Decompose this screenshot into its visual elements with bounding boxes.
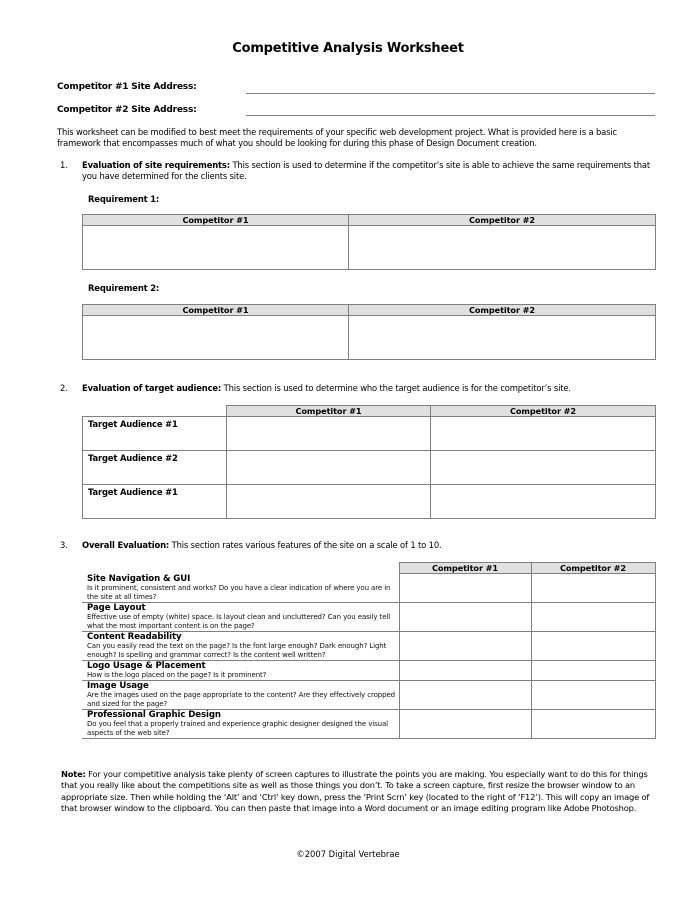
section-1-description: This section is used to determine if the competitor’s site is able to achieve the same requirements that you have determined for the clients site.: [82, 160, 651, 181]
content-readability-competitor-1-score[interactable]: [399, 631, 531, 660]
page-title: Competitive Analysis Worksheet: [232, 41, 464, 56]
criterion-title: Site Navigation & GUI: [87, 573, 191, 584]
section-2-description: This section is used to determine who the target audience is for the competitor’s site.: [221, 383, 571, 393]
overall-evaluation-table: [82, 562, 656, 739]
section-2-number: 2.: [60, 383, 68, 393]
target-audience-2-competitor-2-cell[interactable]: [431, 451, 656, 485]
section-3-heading: Overall Evaluation:: [82, 540, 170, 550]
competitor-2-address-field[interactable]: [246, 115, 655, 116]
requirement-1-competitor-2-cell[interactable]: [349, 226, 656, 270]
criterion-title: Professional Graphic Design: [87, 709, 221, 720]
requirement-1-header-competitor-1: Competitor #1: [83, 215, 349, 226]
requirement-1-table: [82, 214, 656, 270]
requirement-2-table: [82, 304, 656, 360]
target-audience-row-label: Target Audience #1: [83, 417, 227, 451]
evaluation-criterion: [82, 631, 399, 660]
section-1-heading: Evaluation of site requirements:: [82, 160, 230, 170]
criterion-description: How is the logo placed on the page? Is it prominent?: [87, 670, 267, 679]
competitor-1-address-field[interactable]: [246, 93, 655, 94]
table-row: [83, 485, 656, 519]
target-audience-row-label: Target Audience #1: [83, 485, 227, 519]
target-audience-row-label: Target Audience #2: [83, 451, 227, 485]
section-3-number: 3.: [60, 540, 68, 550]
image-usage-competitor-2-score[interactable]: [531, 680, 655, 709]
section-3-text: [82, 540, 657, 551]
graphic-design-competitor-2-score[interactable]: [531, 709, 655, 738]
table-row: [82, 709, 655, 738]
evaluation-criterion: [82, 660, 399, 680]
section-1-text: [82, 160, 657, 182]
intro-paragraph: This worksheet can be modified to best meet the requirements of your specific web development project. What is provided here is a basic framework that encompasses much of what you should be looking for during this phase of Design Document creation.: [57, 127, 617, 148]
criterion-title: Content Readability: [87, 631, 182, 642]
requirement-2-header-competitor-1: Competitor #1: [83, 305, 349, 316]
note-label: Note:: [61, 769, 86, 779]
table-row: [82, 631, 655, 660]
criterion-title: Image Usage: [87, 680, 149, 691]
requirement-2-competitor-2-cell[interactable]: [349, 316, 656, 360]
copyright-footer: ©2007 Digital Vertebrae: [296, 849, 400, 859]
target-audience-3-competitor-1-cell[interactable]: [227, 485, 431, 519]
note-paragraph: [61, 769, 661, 814]
criterion-title: Logo Usage & Placement: [87, 660, 206, 671]
requirement-1-label: Requirement 1:: [88, 194, 160, 204]
site-navigation-competitor-2-score[interactable]: [531, 574, 655, 603]
requirement-2-competitor-1-cell[interactable]: [83, 316, 349, 360]
evaluation-criterion: [82, 602, 399, 631]
content-readability-competitor-2-score[interactable]: [531, 631, 655, 660]
table-row: [82, 680, 655, 709]
evaluation-corner: [82, 563, 399, 574]
graphic-design-competitor-1-score[interactable]: [399, 709, 531, 738]
evaluation-criterion: [82, 680, 399, 709]
table-row: [83, 451, 656, 485]
page-layout-competitor-1-score[interactable]: [399, 602, 531, 631]
page-layout-competitor-2-score[interactable]: [531, 602, 655, 631]
criterion-description: Do you feel that a properly trained and experience graphic designer designed the visual aspects of the web site?: [87, 719, 389, 737]
criterion-description: Effective use of empty (white) space. Is layout clean and uncluttered? Can you easily tell what the most important content is on the page?: [87, 612, 391, 630]
site-navigation-competitor-1-score[interactable]: [399, 574, 531, 603]
requirement-2-label: Requirement 2:: [88, 283, 160, 293]
evaluation-header-competitor-1: Competitor #1: [399, 563, 531, 574]
table-row: [82, 574, 655, 603]
competitor-1-address-label: Competitor #1 Site Address:: [57, 82, 197, 92]
target-audience-corner: [83, 406, 227, 417]
target-audience-header-competitor-1: Competitor #1: [227, 406, 431, 417]
target-audience-3-competitor-2-cell[interactable]: [431, 485, 656, 519]
section-2-heading: Evaluation of target audience:: [82, 383, 222, 393]
evaluation-header-competitor-2: Competitor #2: [531, 563, 655, 574]
table-row: [83, 417, 656, 451]
logo-usage-competitor-2-score[interactable]: [531, 660, 655, 680]
section-3-description: This section rates various features of the site on a scale of 1 to 10.: [169, 540, 442, 550]
target-audience-header-competitor-2: Competitor #2: [431, 406, 656, 417]
criterion-description: Can you easily read the text on the page? Is the font large enough? Dark enough? Light enough? Is spelling and grammar correct? Is the content well written?: [87, 641, 387, 659]
criterion-description: Is it prominent, consistent and works? Do you have a clear indication of where you are in the site at all times?: [87, 583, 391, 601]
table-row: [82, 602, 655, 631]
note-text: For your competitive analysis take plenty of screen captures to illustrate the points you are making. You especially want to do this for things that you really like about the competitions site as well as those things you don’t. To take a screen capture, first resize the browser window to an appropriate size. Then while holding the ‘Alt’ and ‘Ctrl’ key down, press the ‘Print Scrn’ key (located to the right of ‘F12’). This will copy an image of that browser window to the clipboard. You can then paste that image into a Word document or an image editing program like Adobe Photoshop.: [61, 769, 650, 813]
target-audience-table: [82, 405, 656, 519]
section-1-number: 1.: [60, 160, 68, 170]
evaluation-criterion: [82, 574, 399, 603]
section-2-text: [82, 383, 657, 394]
table-row: [82, 660, 655, 680]
criterion-description: Are the images used on the page appropriate to the content? Are they effectively cropped and sized for the page?: [87, 690, 396, 708]
target-audience-1-competitor-2-cell[interactable]: [431, 417, 656, 451]
target-audience-2-competitor-1-cell[interactable]: [227, 451, 431, 485]
requirement-1-competitor-1-cell[interactable]: [83, 226, 349, 270]
image-usage-competitor-1-score[interactable]: [399, 680, 531, 709]
competitor-2-address-label: Competitor #2 Site Address:: [57, 105, 197, 115]
criterion-title: Page Layout: [87, 602, 146, 613]
evaluation-criterion: [82, 709, 399, 738]
requirement-2-header-competitor-2: Competitor #2: [349, 305, 656, 316]
logo-usage-competitor-1-score[interactable]: [399, 660, 531, 680]
requirement-1-header-competitor-2: Competitor #2: [349, 215, 656, 226]
target-audience-1-competitor-1-cell[interactable]: [227, 417, 431, 451]
